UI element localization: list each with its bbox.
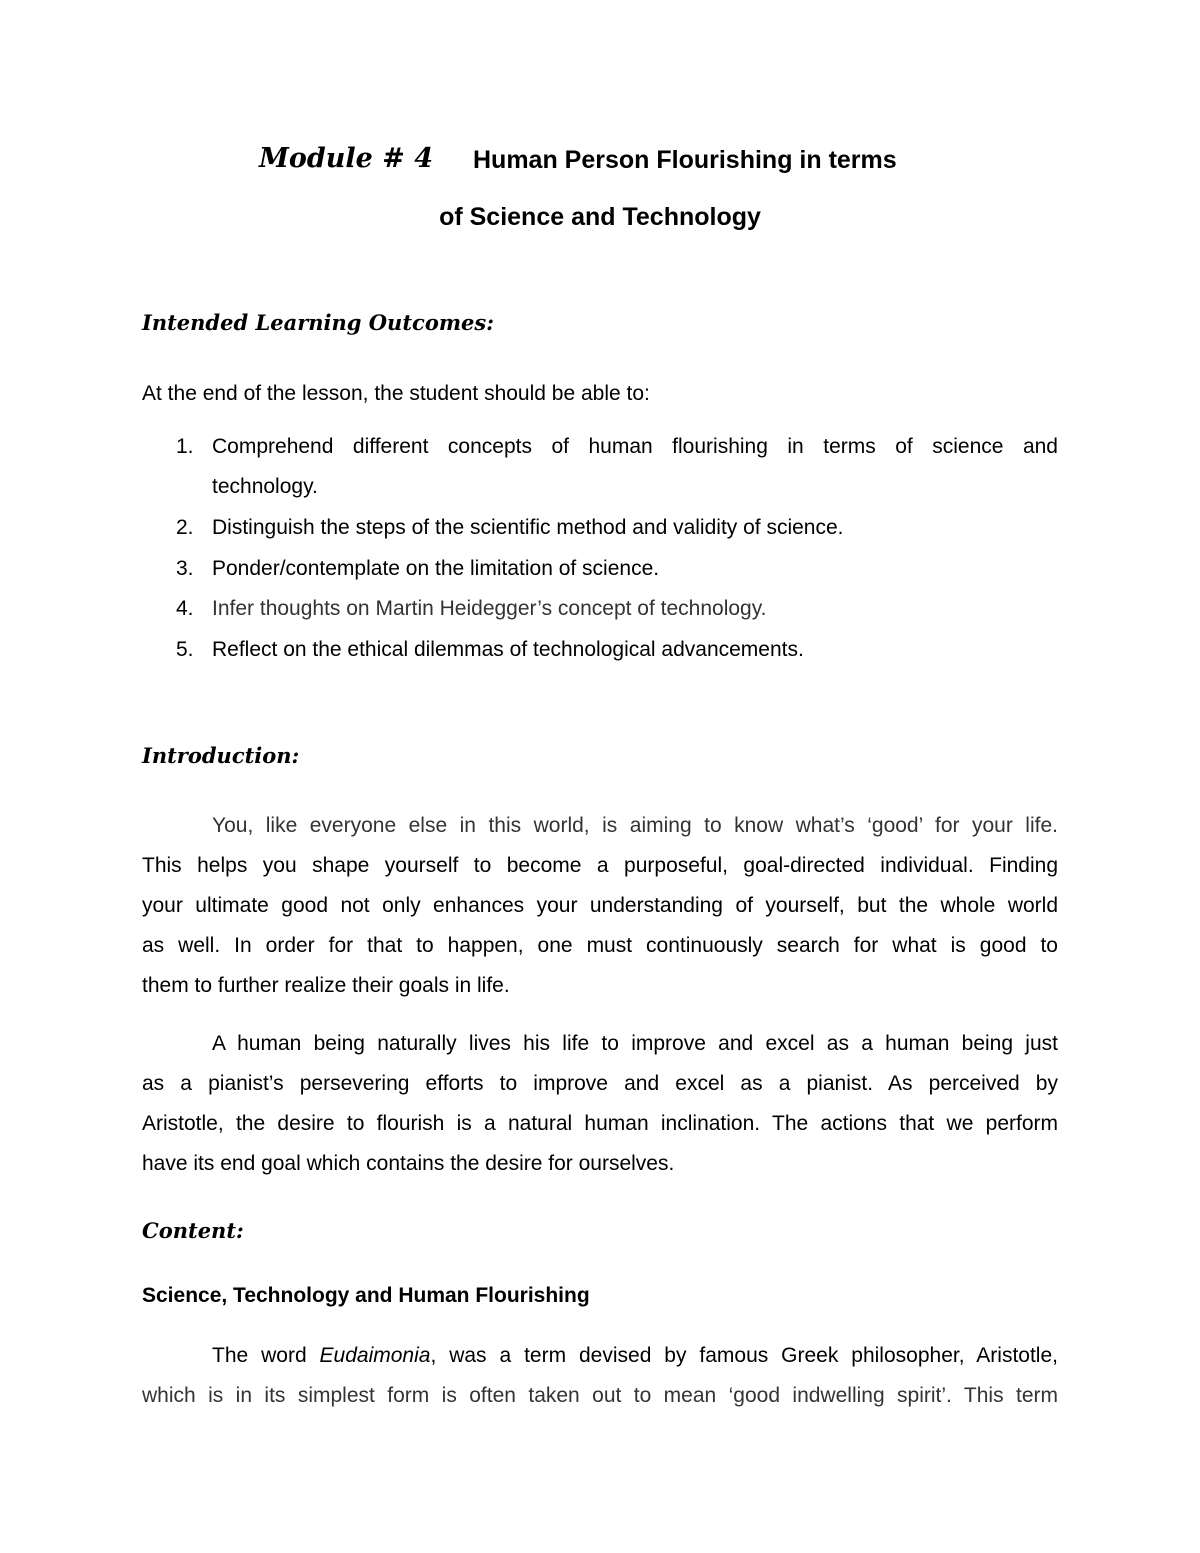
paragraph-text: The word <box>212 1344 320 1367</box>
paragraph-text: , was a term devised by famous Greek philosopher, Aristotle, <box>430 1344 1058 1367</box>
outcome-text: Distinguish the steps of the scientific method and validity of science. <box>212 516 844 539</box>
paragraph-line: A human being naturally lives his life to improve and excel as a human being just <box>212 1032 1058 1055</box>
outcomes-heading: Intended Learning Outcomes: <box>142 310 494 335</box>
outcome-text: Ponder/contemplate on the limitation of science. <box>212 557 660 580</box>
introduction-paragraph-2 <box>142 1024 1058 1184</box>
content-paragraph-1 <box>142 1336 1058 1416</box>
emphasized-term: Eudaimonia <box>319 1344 431 1367</box>
outcome-item-4 <box>176 589 1058 629</box>
paragraph-line: You, like everyone else in this world, is aiming to know what’s ‘good’ for your life. <box>212 814 1058 837</box>
paragraph-line: Aristotle, the desire to flourish is a natural human inclination. The actions that we perform <box>142 1112 1058 1135</box>
outcomes-intro: At the end of the lesson, the student should be able to: <box>142 382 650 405</box>
paragraph-line: which is in its simplest form is often taken out to mean ‘good indwelling spirit’. This term <box>142 1384 1058 1407</box>
outcome-number: 1. <box>176 435 194 458</box>
paragraph-line: as well. In order for that to happen, one must continuously search for what is good to <box>142 934 1058 957</box>
paragraph-line: have its end goal which contains the desire for ourselves. <box>142 1152 675 1175</box>
module-title-continued: of Science and Technology <box>439 203 761 231</box>
outcome-text: technology. <box>212 475 318 498</box>
paragraph-line: This helps you shape yourself to become a purposeful, goal-directed individual. Finding <box>142 854 1058 877</box>
outcome-text: Infer thoughts on Martin Heidegger’s concept of technology. <box>212 597 767 620</box>
paragraph-line: your ultimate good not only enhances your understanding of yourself, but the whole world <box>142 894 1058 917</box>
module-title: Human Person Flourishing in terms <box>473 146 897 174</box>
introduction-heading: Introduction: <box>142 743 300 768</box>
outcome-text: Reflect on the ethical dilemmas of technological advancements. <box>212 638 804 661</box>
outcome-item-3 <box>176 549 1058 589</box>
paragraph-line: them to further realize their goals in life. <box>142 974 510 997</box>
introduction-paragraph-1 <box>142 806 1058 1006</box>
outcome-item-1 <box>176 427 1058 507</box>
module-label: Module # 4 <box>259 143 434 174</box>
outcome-number: 3. <box>176 557 194 580</box>
outcome-item-2 <box>176 508 1058 548</box>
outcome-number: 2. <box>176 516 194 539</box>
content-heading: Content: <box>142 1218 244 1243</box>
outcome-text: Comprehend different concepts of human flourishing in terms of science and <box>212 435 1058 458</box>
outcome-number: 4. <box>176 597 194 620</box>
outcome-number: 5. <box>176 638 194 661</box>
content-subheading: Science, Technology and Human Flourishing <box>142 1284 590 1307</box>
paragraph-line <box>142 1336 1058 1376</box>
paragraph-line: as a pianist’s persevering efforts to improve and excel as a pianist. As perceived by <box>142 1072 1058 1095</box>
outcome-item-5 <box>176 630 1058 670</box>
